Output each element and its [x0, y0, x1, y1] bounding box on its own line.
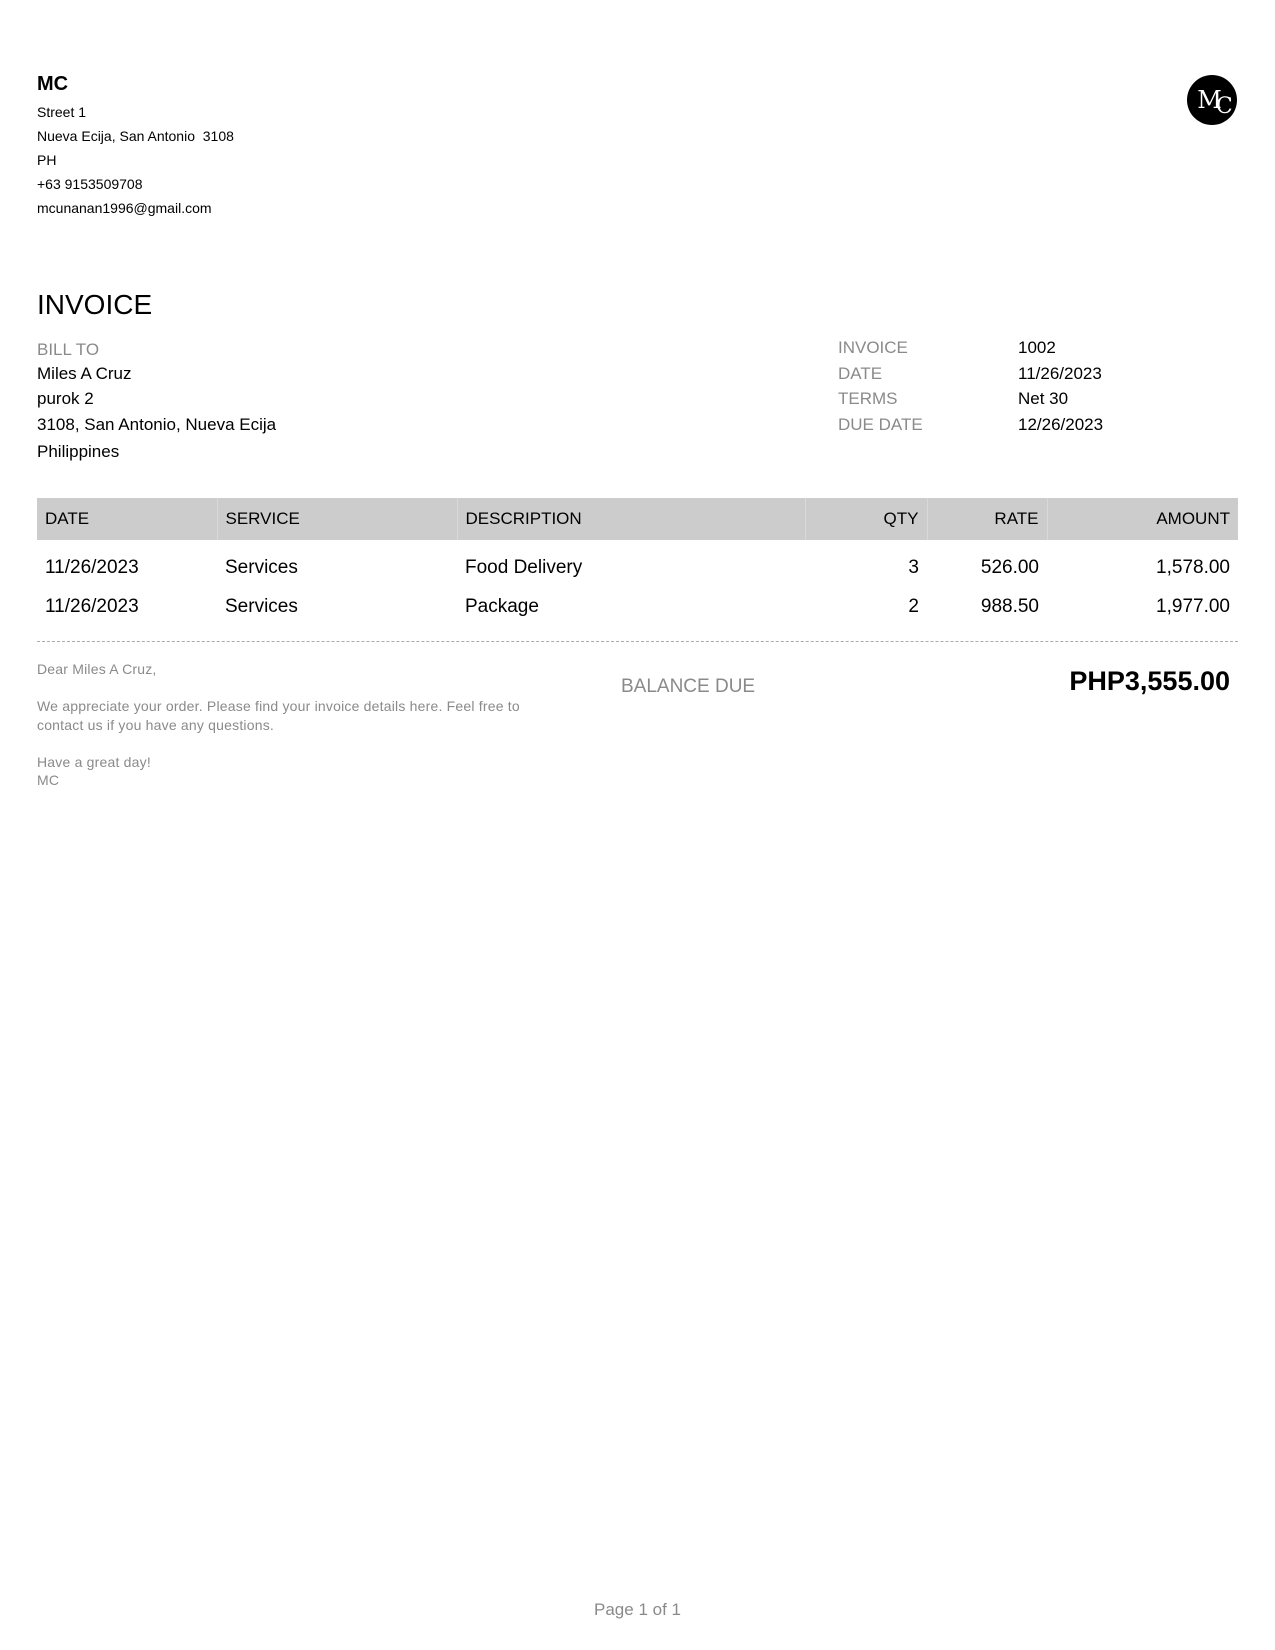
totals-divider [37, 641, 1238, 642]
bill-to-city: 3108, San Antonio, Nueva Ecija [37, 415, 277, 434]
invoice-date-label: DATE [838, 364, 883, 383]
company-logo [1187, 75, 1237, 125]
bill-to-country: Philippines [37, 442, 120, 461]
header-description: DESCRIPTION [457, 498, 805, 540]
header-date: DATE [37, 498, 217, 540]
company-name: MC [37, 73, 69, 95]
table-header-row [37, 498, 1238, 540]
header-qty: QTY [805, 498, 927, 540]
message-greeting: Dear Miles A Cruz, [37, 661, 157, 677]
header-amount: AMOUNT [1047, 498, 1238, 540]
logo-letter-m: M [1197, 86, 1216, 114]
company-city: Nueva Ecija, San Antonio 3108 [37, 128, 234, 144]
invoice-number-value: 1002 [1018, 338, 1056, 357]
company-street: Street 1 [37, 104, 87, 120]
header-rate: RATE [927, 498, 1047, 540]
due-date-label: DUE DATE [838, 415, 923, 434]
row-service: Services [225, 556, 298, 578]
row-amount: 1,578.00 [1156, 556, 1230, 578]
row-date: 11/26/2023 [45, 595, 139, 617]
terms-value: Net 30 [1018, 389, 1069, 408]
logo-letter-c: C [1215, 93, 1227, 119]
company-country: PH [37, 152, 57, 168]
row-rate: 988.50 [980, 595, 1039, 617]
table-row [37, 587, 1238, 626]
message-closing: Have a great day! [37, 754, 151, 770]
page-number: Page 1 of 1 [594, 1600, 681, 1619]
row-rate: 526.00 [980, 556, 1039, 578]
table-row [37, 540, 1238, 587]
line-items-table [37, 498, 1238, 626]
invoice-title: INVOICE [37, 289, 153, 320]
row-service: Services [225, 595, 298, 617]
due-date-value: 12/26/2023 [1018, 415, 1104, 434]
row-qty: 3 [908, 556, 919, 578]
balance-due-amount: PHP3,555.00 [1069, 666, 1230, 696]
row-description: Package [465, 595, 539, 617]
row-qty: 2 [908, 595, 919, 617]
balance-due-label: BALANCE DUE [621, 676, 756, 697]
message-body: We appreciate your order. Please find your invoice details here. Feel free to contact us if you have any questions. [37, 698, 520, 733]
bill-to-label: BILL TO [37, 340, 100, 359]
terms-label: TERMS [838, 389, 898, 408]
row-date: 11/26/2023 [45, 556, 139, 578]
header-service: SERVICE [217, 498, 457, 540]
company-email: mcunanan1996@gmail.com [37, 200, 212, 216]
invoice-date-value: 11/26/2023 [1018, 364, 1102, 383]
invoice-number-label: INVOICE [838, 338, 908, 357]
message-signature: MC [37, 772, 60, 788]
bill-to-street: purok 2 [37, 389, 94, 408]
row-amount: 1,977.00 [1156, 595, 1230, 617]
row-description: Food Delivery [465, 556, 583, 578]
bill-to-name: Miles A Cruz [37, 364, 132, 383]
company-phone: +63 9153509708 [37, 176, 143, 192]
